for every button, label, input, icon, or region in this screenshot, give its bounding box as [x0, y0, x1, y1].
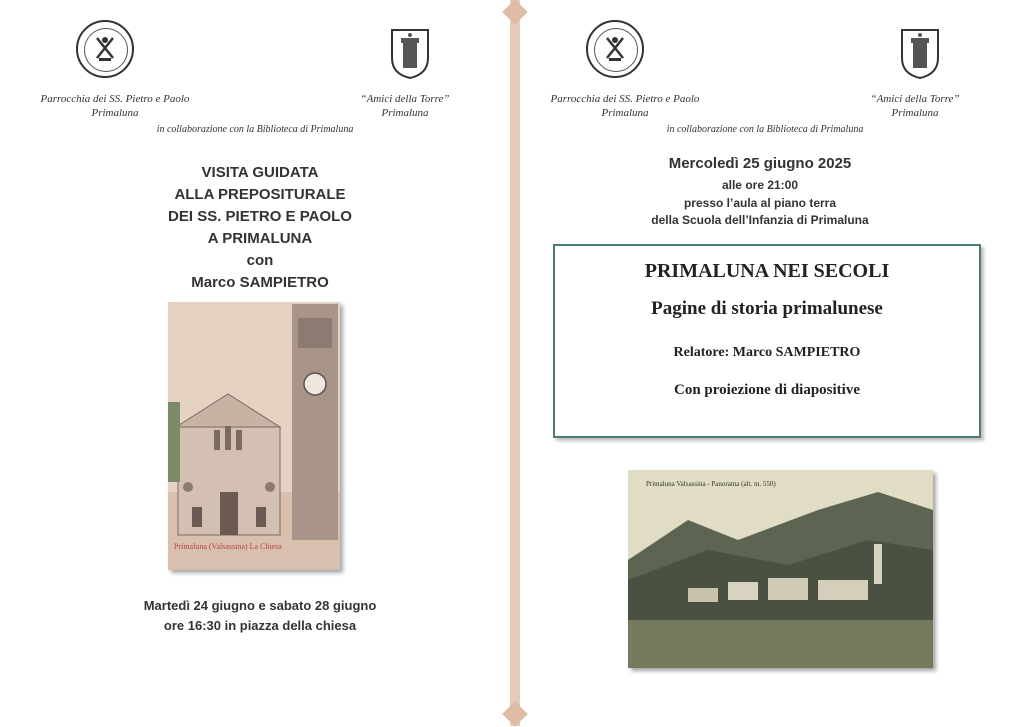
panorama-illustration	[628, 470, 933, 668]
org-amici-town: Primaluna	[381, 107, 429, 119]
lecture-subtitle: Pagine di storia primalunese	[651, 298, 883, 319]
org-amici-town: Primaluna	[891, 107, 939, 119]
left-flyer	[0, 0, 500, 726]
divider-top-ornament	[502, 0, 527, 25]
center-divider	[510, 0, 520, 726]
right-flyer	[530, 0, 1024, 726]
org-parish-town: Primaluna	[601, 107, 649, 119]
title-line: ALLA PREPOSITURALE	[174, 186, 346, 203]
lecture-info-box	[553, 244, 981, 438]
org-parish	[30, 92, 200, 120]
org-parish-name: Parrocchia dei SS. Pietro e Paolo	[40, 93, 190, 105]
lecture-note: Con proiezione di diapositive	[674, 382, 860, 398]
event-schedule	[100, 596, 420, 636]
parish-seal-icon	[586, 20, 644, 78]
collaboration-note: in collaborazione con la Biblioteca di Primaluna	[666, 124, 864, 135]
event-place-line: della Scuola dell’Infanzia di Primaluna	[651, 213, 869, 227]
parish-seal-icon	[76, 20, 134, 78]
church-illustration	[168, 302, 340, 570]
event-title	[100, 162, 420, 294]
event-date: Mercoledì 25 giugno 2025	[668, 155, 852, 172]
title-line: VISITA GUIDATA	[201, 164, 319, 181]
org-amici-name: “Amici della Torre”	[360, 93, 450, 105]
tower-shield-icon	[900, 28, 940, 80]
event-place-line: presso l’aula al piano terra	[683, 196, 837, 210]
event-time: alle ore 21:00	[721, 178, 799, 192]
org-parish	[540, 92, 710, 120]
title-line: DEI SS. PIETRO E PAOLO	[168, 208, 352, 225]
speaker-name: Marco SAMPIETRO	[191, 274, 329, 291]
con-label: con	[246, 252, 274, 269]
org-parish-town: Primaluna	[91, 107, 139, 119]
church-postcard-photo	[168, 302, 340, 570]
lecture-speaker: Relatore: Marco SAMPIETRO	[673, 345, 861, 360]
org-parish-name: Parrocchia dei SS. Pietro e Paolo	[550, 93, 700, 105]
collaboration-note: in collaborazione con la Biblioteca di Primaluna	[156, 124, 354, 135]
panorama-postcard-photo	[628, 470, 933, 668]
panorama-caption: Primaluna Valsassina - Panorama (alt. m. 550)	[646, 480, 776, 488]
org-amici	[345, 92, 465, 120]
divider-bottom-ornament	[502, 701, 527, 726]
schedule-dates: Martedì 24 giugno e sabato 28 giugno	[143, 598, 377, 613]
lecture-title: PRIMALUNA NEI SECOLI	[644, 260, 890, 282]
org-amici	[855, 92, 975, 120]
tower-shield-icon	[390, 28, 430, 80]
schedule-time-place: ore 16:30 in piazza della chiesa	[163, 618, 357, 633]
title-line: A PRIMALUNA	[207, 230, 313, 247]
postcard-caption: Primaluna (Valsassina) La Chiesa	[174, 542, 282, 551]
org-amici-name: “Amici della Torre”	[870, 93, 960, 105]
